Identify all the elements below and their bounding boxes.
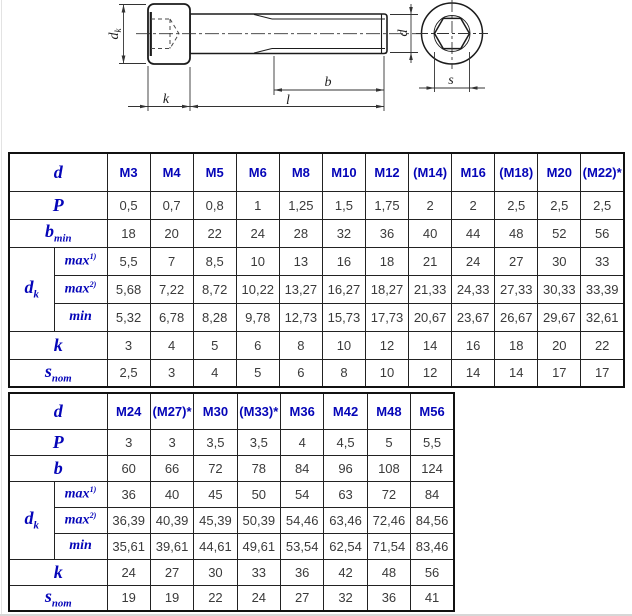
value-cell: 0,7 [150, 191, 193, 219]
value-cell: 20 [150, 219, 193, 247]
end-view [416, 0, 488, 92]
value-cell: 2 [452, 191, 495, 219]
value-cell: 27 [495, 247, 538, 275]
value-cell: 16 [322, 247, 365, 275]
value-cell: 18 [365, 247, 408, 275]
value-cell: 23,67 [452, 303, 495, 331]
value-cell: 53,54 [281, 533, 324, 559]
value-cell: 32,61 [581, 303, 624, 331]
value-cell: 72 [194, 455, 237, 481]
value-cell: 12,73 [279, 303, 322, 331]
value-cell: 39,61 [150, 533, 193, 559]
scan-edge-left [1, 0, 2, 616]
value-cell: 0,8 [193, 191, 236, 219]
value-cell: 124 [411, 455, 454, 481]
value-cell: 27 [281, 585, 324, 611]
value-cell: 1,5 [322, 191, 365, 219]
value-cell: 54 [281, 481, 324, 507]
d-dimension-label: d [396, 29, 411, 37]
value-cell: 22 [194, 585, 237, 611]
value-cell: 27,33 [495, 275, 538, 303]
value-cell: 5,68 [107, 275, 150, 303]
value-cell: 18 [495, 331, 538, 359]
row-label: k [9, 559, 107, 585]
value-cell: 5,32 [107, 303, 150, 331]
column-header: M5 [193, 153, 236, 191]
value-cell: 19 [107, 585, 150, 611]
row-label: $s_{nom}$ [9, 359, 107, 387]
value-cell: 8 [322, 359, 365, 387]
value-cell: 10 [236, 247, 279, 275]
value-cell: 1,25 [279, 191, 322, 219]
row-label: b [9, 455, 107, 481]
column-header: M3 [107, 153, 150, 191]
value-cell: 10 [322, 331, 365, 359]
corner-label-d: d [9, 153, 107, 191]
value-cell: 35,61 [107, 533, 150, 559]
column-header: M16 [452, 153, 495, 191]
value-cell: 108 [367, 455, 410, 481]
row-label: $\max^{1)}$ [54, 481, 107, 507]
value-cell: 3,5 [194, 429, 237, 455]
value-cell: 44 [452, 219, 495, 247]
value-cell: 16 [452, 331, 495, 359]
value-cell: 50 [237, 481, 280, 507]
value-cell: 36,39 [107, 507, 150, 533]
value-cell: 3 [150, 359, 193, 387]
value-cell: 3 [150, 429, 193, 455]
value-cell: 12 [409, 359, 452, 387]
value-cell: 2 [409, 191, 452, 219]
k-dimension-label: k [162, 92, 170, 107]
column-header: M36 [281, 393, 324, 429]
dimensions-table-m3-m22 [8, 152, 625, 388]
value-cell: 33 [581, 247, 624, 275]
row-group-label: $d_k$ [9, 481, 54, 559]
value-cell: 24 [237, 585, 280, 611]
value-cell: 41 [411, 585, 454, 611]
value-cell: 36 [281, 559, 324, 585]
column-header: M56 [411, 393, 454, 429]
value-cell: 3,5 [237, 429, 280, 455]
value-cell: 9,78 [236, 303, 279, 331]
column-header: M6 [236, 153, 279, 191]
value-cell: 63,46 [324, 507, 367, 533]
column-header: M4 [150, 153, 193, 191]
value-cell: 40 [409, 219, 452, 247]
value-cell: 22 [581, 331, 624, 359]
value-cell: 33,39 [581, 275, 624, 303]
value-cell: 45 [194, 481, 237, 507]
value-cell: 10,22 [236, 275, 279, 303]
column-header: M10 [322, 153, 365, 191]
value-cell: 18,27 [365, 275, 408, 303]
value-cell: 4 [193, 359, 236, 387]
dk-dimension-label: $d_k$ [107, 28, 123, 40]
column-header: (M33)* [237, 393, 280, 429]
value-cell: 84 [281, 455, 324, 481]
technical-drawing [0, 0, 632, 148]
value-cell: 0,5 [107, 191, 150, 219]
value-cell: 2,5 [495, 191, 538, 219]
value-cell: 30 [538, 247, 581, 275]
spec-table-m3-m22 [8, 152, 625, 388]
value-cell: 2,5 [538, 191, 581, 219]
value-cell: 4 [150, 331, 193, 359]
value-cell: 1,75 [365, 191, 408, 219]
value-cell: 13 [279, 247, 322, 275]
row-label: min [54, 303, 107, 331]
column-header: (M18) [495, 153, 538, 191]
value-cell: 26,67 [495, 303, 538, 331]
value-cell: 71,54 [367, 533, 410, 559]
value-cell: 66 [150, 455, 193, 481]
value-cell: 22 [193, 219, 236, 247]
value-cell: 14 [409, 331, 452, 359]
value-cell: 36 [107, 481, 150, 507]
value-cell: 24 [107, 559, 150, 585]
value-cell: 7,22 [150, 275, 193, 303]
value-cell: 24 [452, 247, 495, 275]
value-cell: 17,73 [365, 303, 408, 331]
row-label: $s_{nom}$ [9, 585, 107, 611]
row-label: $\max^{2)}$ [54, 275, 107, 303]
value-cell: 83,46 [411, 533, 454, 559]
row-label: $\max^{2)}$ [54, 507, 107, 533]
row-label: k [9, 331, 107, 359]
value-cell: 32 [324, 585, 367, 611]
value-cell: 28 [279, 219, 322, 247]
value-cell: 20 [538, 331, 581, 359]
value-cell: 4,5 [324, 429, 367, 455]
value-cell: 18 [107, 219, 150, 247]
value-cell: 72,46 [367, 507, 410, 533]
value-cell: 8,28 [193, 303, 236, 331]
value-cell: 56 [411, 559, 454, 585]
value-cell: 5,5 [107, 247, 150, 275]
s-dimension-label: s [448, 73, 454, 88]
side-view [136, 4, 425, 64]
value-cell: 48 [495, 219, 538, 247]
value-cell: 52 [538, 219, 581, 247]
column-header: M48 [367, 393, 410, 429]
value-cell: 56 [581, 219, 624, 247]
value-cell: 24,33 [452, 275, 495, 303]
value-cell: 21,33 [409, 275, 452, 303]
row-group-label: $d_k$ [9, 247, 54, 331]
value-cell: 6 [236, 331, 279, 359]
row-label: P [9, 429, 107, 455]
value-cell: 14 [452, 359, 495, 387]
value-cell: 78 [237, 455, 280, 481]
value-cell: 62,54 [324, 533, 367, 559]
value-cell: 45,39 [194, 507, 237, 533]
value-cell: 4 [281, 429, 324, 455]
value-cell: 84,56 [411, 507, 454, 533]
column-header: M24 [107, 393, 150, 429]
value-cell: 12 [365, 331, 408, 359]
value-cell: 17 [538, 359, 581, 387]
value-cell: 36 [367, 585, 410, 611]
value-cell: 8 [279, 331, 322, 359]
value-cell: 27 [150, 559, 193, 585]
value-cell: 1 [236, 191, 279, 219]
value-cell: 54,46 [281, 507, 324, 533]
value-cell: 96 [324, 455, 367, 481]
corner-label-d: d [9, 393, 107, 429]
value-cell: 15,73 [322, 303, 365, 331]
value-cell: 17 [581, 359, 624, 387]
row-label: P [9, 191, 107, 219]
value-cell: 19 [150, 585, 193, 611]
value-cell: 5 [367, 429, 410, 455]
value-cell: 30,33 [538, 275, 581, 303]
value-cell: 13,27 [279, 275, 322, 303]
value-cell: 29,67 [538, 303, 581, 331]
value-cell: 10 [365, 359, 408, 387]
value-cell: 16,27 [322, 275, 365, 303]
value-cell: 3 [107, 331, 150, 359]
column-header: M42 [324, 393, 367, 429]
value-cell: 3 [107, 429, 150, 455]
value-cell: 5 [193, 331, 236, 359]
value-cell: 60 [107, 455, 150, 481]
value-cell: 50,39 [237, 507, 280, 533]
column-header: (M22)* [581, 153, 624, 191]
value-cell: 8,72 [193, 275, 236, 303]
value-cell: 63 [324, 481, 367, 507]
value-cell: 32 [322, 219, 365, 247]
value-cell: 40,39 [150, 507, 193, 533]
column-header: (M27)* [150, 393, 193, 429]
value-cell: 5 [236, 359, 279, 387]
column-header: M30 [194, 393, 237, 429]
screw-drawing-svg [0, 0, 632, 148]
value-cell: 30 [194, 559, 237, 585]
column-header: (M14) [409, 153, 452, 191]
shank-outline [190, 14, 387, 54]
column-header: M12 [365, 153, 408, 191]
value-cell: 2,5 [581, 191, 624, 219]
dimensions-table-m24-m56 [8, 392, 455, 612]
value-cell: 14 [495, 359, 538, 387]
value-cell: 40 [150, 481, 193, 507]
value-cell: 6,78 [150, 303, 193, 331]
row-label: $\max^{1)}$ [54, 247, 107, 275]
value-cell: 21 [409, 247, 452, 275]
value-cell: 6 [279, 359, 322, 387]
value-cell: 42 [324, 559, 367, 585]
value-cell: 84 [411, 481, 454, 507]
value-cell: 5,5 [411, 429, 454, 455]
value-cell: 2,5 [107, 359, 150, 387]
row-label: $b_{min}$ [9, 219, 107, 247]
row-label: min [54, 533, 107, 559]
value-cell: 49,61 [237, 533, 280, 559]
b-dimension-label: b [324, 75, 332, 90]
column-header: M20 [538, 153, 581, 191]
value-cell: 36 [365, 219, 408, 247]
value-cell: 33 [237, 559, 280, 585]
value-cell: 7 [150, 247, 193, 275]
l-dimension-label: l [286, 93, 290, 108]
value-cell: 48 [367, 559, 410, 585]
value-cell: 8,5 [193, 247, 236, 275]
column-header: M8 [279, 153, 322, 191]
value-cell: 20,67 [409, 303, 452, 331]
value-cell: 44,61 [194, 533, 237, 559]
value-cell: 72 [367, 481, 410, 507]
spec-table-m24-m56 [8, 392, 455, 612]
value-cell: 24 [236, 219, 279, 247]
